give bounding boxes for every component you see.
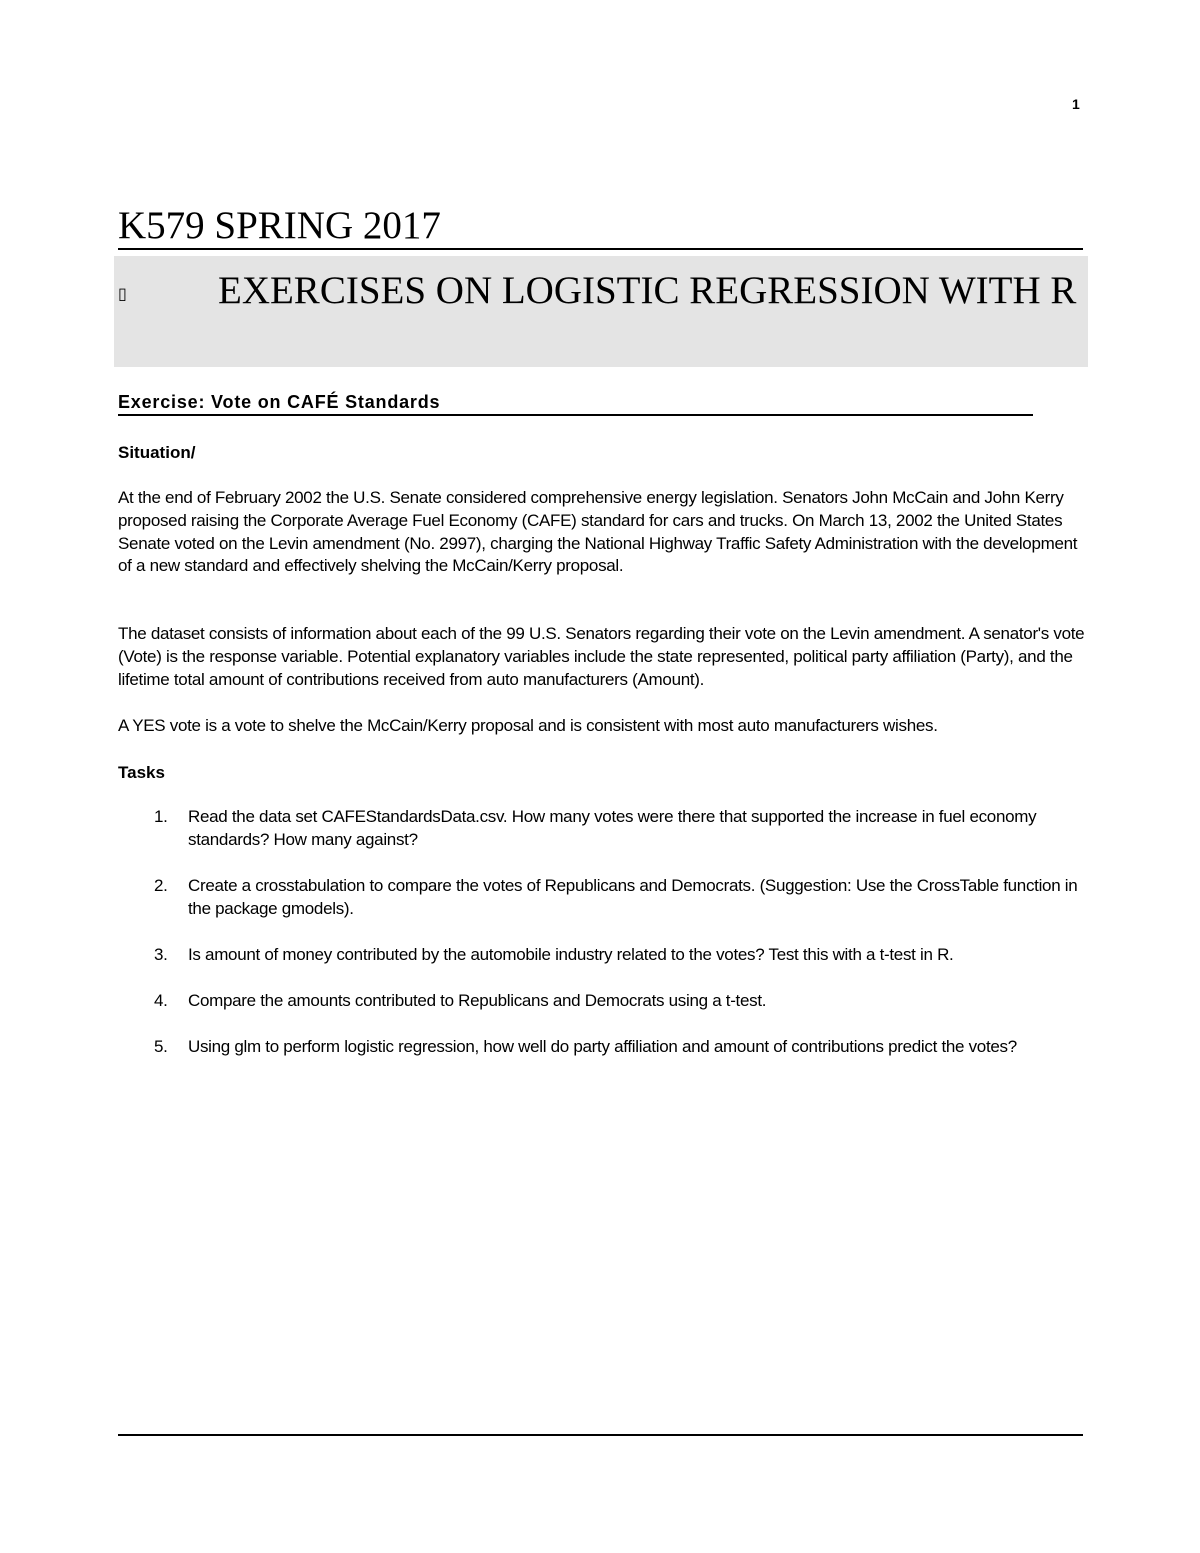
task-text: Using glm to perform logistic regression, how well do party affiliation and amount of contributions predict the votes?: [188, 1037, 1017, 1056]
document-title: K579 SPRING 2017: [118, 204, 1083, 250]
task-number: 2.: [154, 876, 168, 895]
task-item: [118, 806, 1083, 852]
dataset-paragraph: The dataset consists of information about each of the 99 U.S. Senators regarding their vote on the Levin amendment. A senator's vote (Vote) is the response variable. Potential explanatory variables include the state represented, political party affiliation (Party), and the lifetime total amount of contributions received from auto manufacturers (Amount).: [118, 624, 1085, 689]
task-item: [118, 944, 1083, 967]
banner-heading-text: EXERCISES ON LOGISTIC REGRESSION WITH R: [218, 269, 1077, 312]
task-number: 5.: [154, 1037, 168, 1056]
task-text: Create a crosstabulation to compare the votes of Republicans and Democrats. (Suggestion: Use the CrossTable function in the package gmodels).: [188, 876, 1078, 918]
title-banner: [114, 256, 1088, 367]
task-text: Read the data set CAFEStandardsData.csv. How many votes were there that supported the increase in fuel economy standards? How many against?: [188, 807, 1037, 849]
placeholder-glyph-icon: ▯: [118, 284, 127, 304]
tasks-heading: Tasks: [118, 763, 165, 782]
task-text: Is amount of money contributed by the automobile industry related to the votes? Test this with a t-test in R.: [188, 945, 954, 964]
task-number: 4.: [154, 991, 168, 1010]
task-item: [118, 990, 1083, 1013]
situation-heading: Situation/: [118, 443, 196, 462]
exercise-heading: Exercise: Vote on CAFÉ Standards: [118, 390, 1033, 416]
task-text: Compare the amounts contributed to Republicans and Democrats using a t-test.: [188, 991, 767, 1010]
task-item: [118, 1036, 1083, 1059]
task-number: 1.: [154, 807, 168, 826]
yes-vote-paragraph: A YES vote is a vote to shelve the McCain/Kerry proposal and is consistent with most auto manufacturers wishes.: [118, 716, 938, 735]
banner-heading: [118, 264, 1078, 321]
footer-rule: [118, 1434, 1083, 1436]
task-number: 3.: [154, 945, 168, 964]
page-number: 1: [1072, 96, 1080, 112]
task-item: [118, 875, 1083, 921]
situation-paragraph: At the end of February 2002 the U.S. Senate considered comprehensive energy legislation. Senators John McCain and John Kerry proposed raising the Corporate Average Fuel Economy (CAFE) standard for cars and trucks. On March 13, 2002 the United States Senate voted on the Levin amendment (No. 2997), charging the National Highway Traffic Safety Administration with the development of a new standard and effectively shelving the McCain/Kerry proposal.: [118, 488, 1078, 576]
